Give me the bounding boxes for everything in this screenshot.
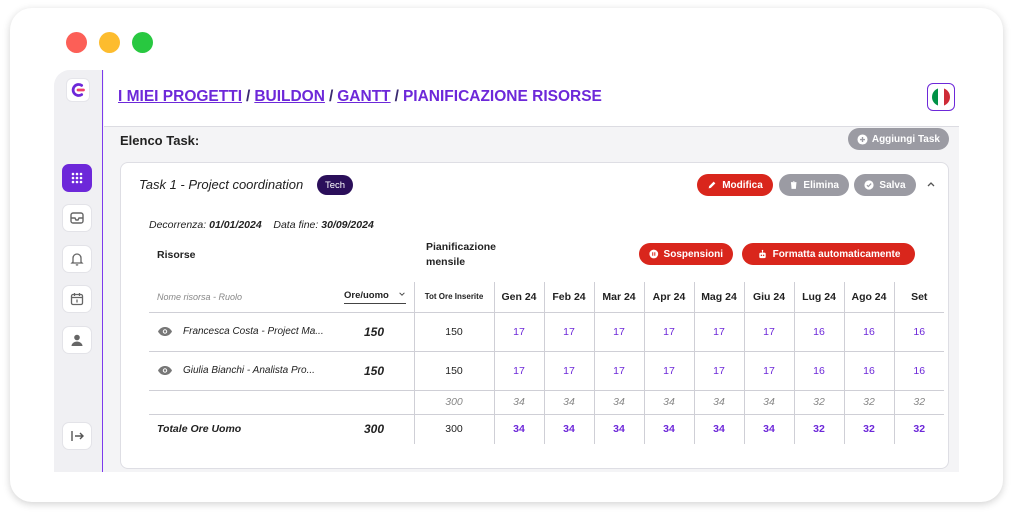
robot-icon [757, 249, 768, 260]
task-dates [149, 219, 374, 231]
month-cell[interactable]: 16 [894, 312, 944, 351]
breadcrumb-link-projects[interactable]: I MIEI PROGETTI [118, 88, 243, 105]
month-cell[interactable]: 16 [794, 351, 844, 390]
total-month-cell: 32 [794, 414, 844, 444]
month-header: Feb 24 [544, 282, 594, 312]
month-header: Mar 24 [594, 282, 644, 312]
total-month-cell: 34 [494, 414, 544, 444]
autoformat-label: Formatta automaticamente [772, 248, 901, 260]
total-cell: 150 [414, 351, 494, 390]
month-cell[interactable]: 17 [494, 312, 544, 351]
grand-total-cell: 300 [414, 414, 494, 444]
total-month-cell: 34 [544, 414, 594, 444]
subtotal-month-cell: 32 [794, 390, 844, 414]
resource-name: Giulia Bianchi - Analista Pro... [183, 365, 315, 376]
month-header: Lug 24 [794, 282, 844, 312]
chevron-up-icon[interactable] [926, 179, 936, 189]
window-maximize-dot[interactable] [132, 32, 153, 53]
subtotal-month-cell: 34 [694, 390, 744, 414]
add-task-button[interactable] [848, 128, 949, 150]
hours-cell[interactable]: 150 [344, 351, 414, 390]
start-date-label: Decorrenza: [149, 219, 207, 231]
task-card [120, 162, 949, 469]
month-cell[interactable]: 17 [644, 312, 694, 351]
page-header [104, 70, 959, 127]
suspensions-label: Sospensioni [663, 248, 723, 260]
month-header: Mag 24 [694, 282, 744, 312]
save-button[interactable] [854, 174, 916, 196]
pencil-icon [707, 180, 717, 190]
month-cell[interactable]: 17 [694, 312, 744, 351]
calendar-icon[interactable] [62, 285, 92, 313]
name-column-header: Nome risorsa - Ruolo [149, 282, 344, 312]
grand-total-hours: 300 [363, 422, 385, 437]
edit-label: Modifica [722, 179, 763, 191]
total-month-cell: 32 [894, 414, 944, 444]
check-circle-icon [864, 180, 874, 190]
inbox-icon[interactable] [62, 204, 92, 232]
window-close-dot[interactable] [66, 32, 87, 53]
window-minimize-dot[interactable] [99, 32, 120, 53]
resource-planning-table [149, 282, 944, 444]
table-row [149, 351, 944, 390]
month-header: Gen 24 [494, 282, 544, 312]
resource-name: Francesca Costa - Project Ma... [183, 326, 324, 337]
month-cell[interactable]: 17 [544, 351, 594, 390]
plus-circle-icon [857, 134, 868, 145]
subtotal-month-cell: 32 [844, 390, 894, 414]
total-month-cell: 34 [694, 414, 744, 444]
task-list-title: Elenco Task: [120, 133, 200, 148]
main-content [104, 70, 959, 472]
month-cell[interactable]: 17 [594, 312, 644, 351]
subtotal-month-cell: 34 [494, 390, 544, 414]
page-title: PIANIFICAZIONE RISORSE [402, 88, 602, 105]
total-month-cell: 32 [844, 414, 894, 444]
end-date-label: Data fine: [273, 219, 319, 231]
eye-icon[interactable] [157, 326, 173, 337]
table-row [149, 312, 944, 351]
suspensions-button[interactable] [639, 243, 733, 265]
month-header: Giu 24 [744, 282, 794, 312]
grand-total-label: Totale Ore Uomo [157, 423, 242, 436]
subtotal-cell: 300 [414, 390, 494, 414]
save-label: Salva [879, 179, 906, 191]
eye-icon[interactable] [157, 365, 173, 376]
hours-cell[interactable]: 150 [344, 312, 414, 351]
subtotal-month-cell: 34 [644, 390, 694, 414]
breadcrumb-link-project[interactable]: BUILDON [254, 88, 325, 105]
language-selector[interactable] [927, 83, 955, 111]
breadcrumb: I MIEI PROGETTI / BUILDON / GANTT / PIANIFICAZIONE RISORSE [118, 88, 602, 105]
grand-total-row [149, 414, 944, 444]
subtotal-month-cell: 34 [544, 390, 594, 414]
pause-icon [649, 249, 659, 259]
user-icon[interactable] [62, 326, 92, 354]
month-cell[interactable]: 17 [744, 351, 794, 390]
total-cell: 150 [414, 312, 494, 351]
subtotal-row [149, 390, 944, 414]
month-header: Ago 24 [844, 282, 894, 312]
month-header: Apr 24 [644, 282, 694, 312]
task-tag: Tech [317, 175, 353, 195]
end-date-value: 30/09/2024 [321, 219, 374, 231]
trash-icon [789, 180, 798, 190]
app-window [54, 70, 959, 472]
delete-label: Elimina [803, 179, 839, 191]
delete-button[interactable] [779, 174, 849, 196]
hours-column-header[interactable]: Ore/uomo [344, 282, 414, 312]
italy-flag-icon [932, 88, 950, 106]
month-cell[interactable]: 17 [594, 351, 644, 390]
start-date-value: 01/01/2024 [209, 219, 262, 231]
month-cell[interactable]: 16 [894, 351, 944, 390]
total-month-cell: 34 [744, 414, 794, 444]
monthly-planning-label: Pianificazione mensile [426, 241, 497, 268]
month-cell[interactable]: 17 [644, 351, 694, 390]
resource-cell [149, 351, 344, 390]
logo-icon[interactable] [66, 78, 90, 102]
total-month-cell: 34 [594, 414, 644, 444]
table-header-row [149, 282, 944, 312]
total-month-cell: 34 [644, 414, 694, 444]
add-task-label: Aggiungi Task [871, 133, 940, 145]
month-cell[interactable]: 17 [544, 312, 594, 351]
resources-label: Risorse [157, 249, 196, 261]
total-hours-header: Tot Ore Inserite [414, 282, 494, 312]
month-cell[interactable]: 17 [494, 351, 544, 390]
subtotal-month-cell: 32 [894, 390, 944, 414]
apps-grid-icon[interactable] [62, 164, 92, 192]
resource-cell [149, 312, 344, 351]
month-header: Set [894, 282, 944, 312]
task-title: Task 1 - Project coordination [139, 177, 304, 192]
month-cell[interactable]: 16 [844, 351, 894, 390]
bell-icon[interactable] [62, 245, 92, 273]
edit-button[interactable] [697, 174, 773, 196]
breadcrumb-link-gantt[interactable]: GANTT [337, 88, 391, 105]
autoformat-button[interactable] [742, 243, 915, 265]
month-cell[interactable]: 17 [694, 351, 744, 390]
month-cell[interactable]: 17 [744, 312, 794, 351]
month-cell[interactable]: 16 [794, 312, 844, 351]
chevron-down-icon [398, 290, 406, 298]
month-cell[interactable]: 16 [844, 312, 894, 351]
logout-icon[interactable] [62, 422, 92, 450]
subtotal-month-cell: 34 [594, 390, 644, 414]
sidebar [54, 70, 103, 472]
subtotal-month-cell: 34 [744, 390, 794, 414]
